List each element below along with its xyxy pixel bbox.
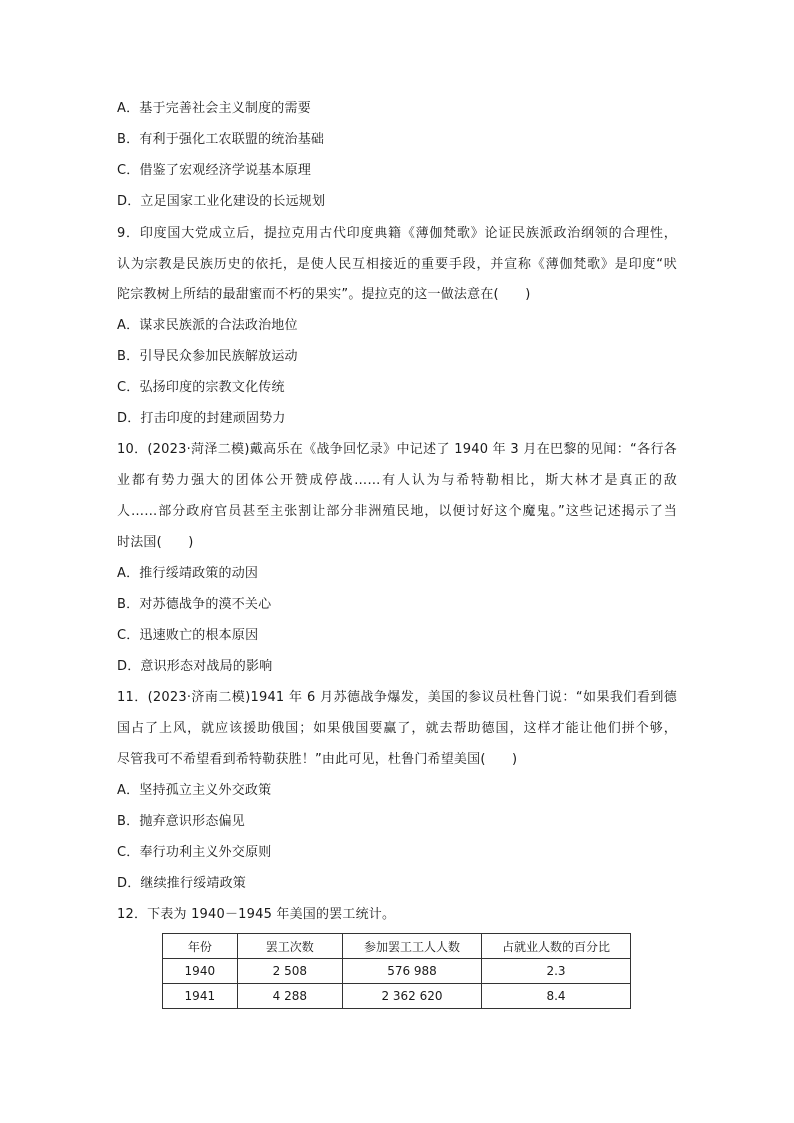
q11-option-d: D．继续推行绥靖政策	[117, 876, 247, 891]
cell-employment-percentage: 8.4	[482, 984, 631, 1009]
header-worker-count: 参加罢工工人人数	[342, 934, 481, 959]
q10-option-c: C．迅速败亡的根本原因	[117, 628, 259, 643]
q10-option-a: A．推行绥靖政策的动因	[117, 566, 259, 581]
q9-option-a: A．谋求民族派的合法政治地位	[117, 318, 298, 333]
q11-stem-line-2: 国占了上风，就应该援助俄国；如果俄国要赢了，就去帮助德国，这样才能让他们拼个够，	[117, 721, 677, 736]
header-strike-count: 罢工次数	[237, 934, 342, 959]
cell-employment-percentage: 2.3	[482, 959, 631, 984]
q11-stem-line-3: 尽管我可不希望看到希特勒获胜！”由此可见，杜鲁门希望美国( )	[117, 752, 518, 767]
q10-stem-line-1: 10．(2023·菏泽二模)戴高乐在《战争回忆录》中记述了 1940 年 3 月在巴黎的见闻：“各行各	[117, 442, 677, 457]
cell-strike-count: 4 288	[237, 984, 342, 1009]
q9-option-c: C．弘扬印度的宗教文化传统	[117, 380, 285, 395]
cell-worker-count: 2 362 620	[342, 984, 481, 1009]
q10-stem-line-3: 人……部分政府官员甚至主张割让部分非洲殖民地，以便讨好这个魔鬼。”这些记述揭示了当	[117, 504, 677, 519]
q9-stem-line-2: 认为宗教是民族历史的依托，是使人民互相接近的重要手段，并宣称《薄伽梵歌》是印度“吠	[117, 257, 677, 272]
header-year: 年份	[163, 934, 238, 959]
q8-option-a: A．基于完善社会主义制度的需要	[117, 101, 311, 116]
q12-stem: 12．下表为 1940－1945 年美国的罢工统计。	[117, 907, 396, 922]
q8-option-c: C．借鉴了宏观经济学说基本原理	[117, 163, 312, 178]
q9-stem-line-1: 9．印度国大党成立后，提拉克用古代印度典籍《薄伽梵歌》论证民族派政治纲领的合理性，	[117, 226, 677, 241]
q10-stem-line-4: 时法国( )	[117, 535, 194, 550]
q11-option-a: A．坚持孤立主义外交政策	[117, 783, 272, 798]
table-row	[163, 984, 631, 1009]
q8-option-b: B．有利于强化工农联盟的统治基础	[117, 132, 325, 147]
q10-option-d: D．意识形态对战局的影响	[117, 659, 273, 674]
q8-option-d: D．立足国家工业化建设的长远规划	[117, 194, 326, 209]
cell-strike-count: 2 508	[237, 959, 342, 984]
strike-statistics-table	[162, 933, 631, 1009]
q10-stem-line-2: 业都有势力强大的团体公开赞成停战……有人认为与希特勒相比，斯大林才是真正的敌	[117, 473, 677, 488]
cell-year: 1941	[163, 984, 238, 1009]
q9-stem-line-3: 陀宗教树上所结的最甜蜜而不朽的果实”。提拉克的这一做法意在( )	[117, 287, 531, 302]
table-row	[163, 959, 631, 984]
q9-option-b: B．引导民众参加民族解放运动	[117, 349, 298, 364]
cell-year: 1940	[163, 959, 238, 984]
q9-option-d: D．打击印度的封建顽固势力	[117, 411, 286, 426]
cell-worker-count: 576 988	[342, 959, 481, 984]
q11-stem-line-1: 11．(2023·济南二模)1941 年 6 月苏德战争爆发，美国的参议员杜鲁门说：“如果我们看到德	[117, 690, 677, 705]
q11-option-c: C．奉行功利主义外交原则	[117, 845, 272, 860]
header-employment-percentage: 占就业人数的百分比	[482, 934, 631, 959]
table-header-row	[163, 934, 631, 959]
q10-option-b: B．对苏德战争的漠不关心	[117, 597, 272, 612]
q11-option-b: B．抛弃意识形态偏见	[117, 814, 245, 829]
